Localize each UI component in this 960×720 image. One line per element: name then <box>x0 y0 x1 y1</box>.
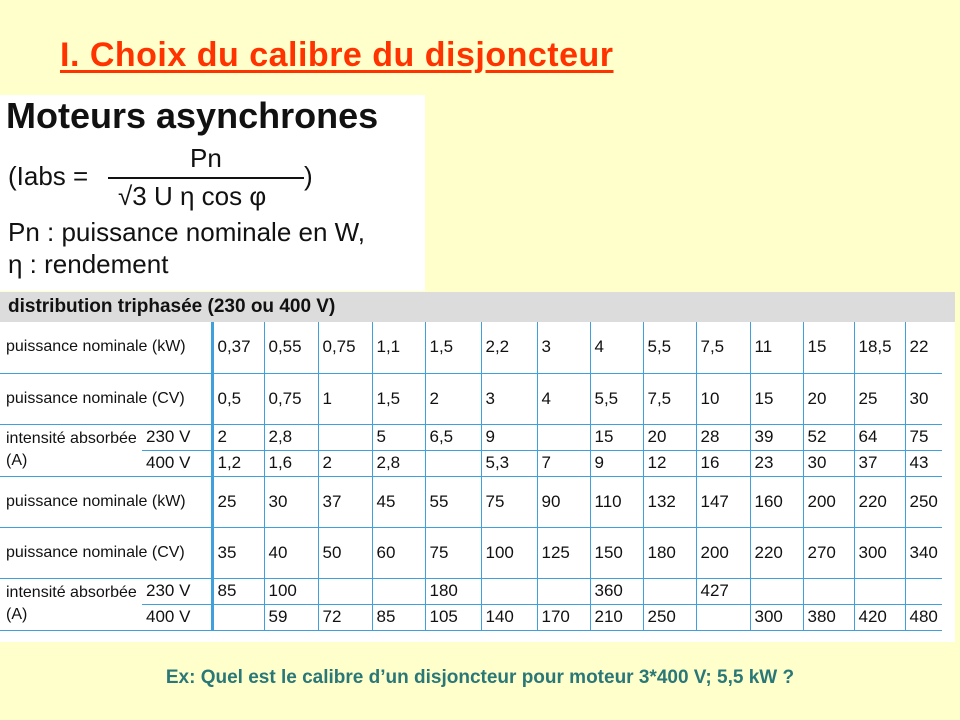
table-cell: 25 <box>854 373 905 424</box>
table-cell: 15 <box>803 322 854 373</box>
table-cell <box>803 578 854 604</box>
table-cell: 7,5 <box>696 322 750 373</box>
row-current-400v <box>0 450 942 476</box>
table-cell: 0,75 <box>264 373 318 424</box>
table-cell: 59 <box>264 604 318 630</box>
table-cell: 1,2 <box>212 450 264 476</box>
table-cell: 0,55 <box>264 322 318 373</box>
row-label-current: intensité absorbée (A) <box>0 424 142 476</box>
fraction-bar <box>108 177 304 179</box>
table-cell <box>643 578 696 604</box>
table-cell: 250 <box>905 476 942 527</box>
table-cell: 132 <box>643 476 696 527</box>
row-current-230v <box>0 424 942 450</box>
voltage-label-230v: 230 V <box>142 424 212 450</box>
table-cell: 39 <box>750 424 803 450</box>
table-cell <box>537 578 590 604</box>
table-cell: 200 <box>696 527 750 578</box>
table-cell: 360 <box>590 578 643 604</box>
table-cell: 55 <box>425 476 481 527</box>
table-cell: 170 <box>537 604 590 630</box>
formula-numerator: Pn <box>190 143 222 173</box>
table-cell: 37 <box>318 476 372 527</box>
table-cell <box>318 424 372 450</box>
table-cell: 15 <box>590 424 643 450</box>
table-cell <box>481 578 537 604</box>
table-cell: 37 <box>854 450 905 476</box>
row-label-power-kw: puissance nominale (kW) <box>0 476 212 527</box>
table-cell: 7,5 <box>643 373 696 424</box>
table-cell: 2,8 <box>372 450 425 476</box>
table-cell: 5,3 <box>481 450 537 476</box>
table-cell: 125 <box>537 527 590 578</box>
table-cell: 45 <box>372 476 425 527</box>
row-current-230v <box>0 578 942 604</box>
table-cell: 60 <box>372 527 425 578</box>
table-header-bar <box>0 292 955 322</box>
table-cell: 1,1 <box>372 322 425 373</box>
table-cell: 5 <box>372 424 425 450</box>
table-cell: 220 <box>854 476 905 527</box>
table-cell: 85 <box>372 604 425 630</box>
table-cell: 100 <box>264 578 318 604</box>
table-cell: 0,37 <box>212 322 264 373</box>
table-cell: 200 <box>803 476 854 527</box>
table-cell <box>212 604 264 630</box>
row-power-cv <box>0 373 942 424</box>
table-cell: 380 <box>803 604 854 630</box>
table-cell: 150 <box>590 527 643 578</box>
table-cell: 50 <box>318 527 372 578</box>
table-cell: 480 <box>905 604 942 630</box>
table-cell: 2 <box>425 373 481 424</box>
table-cell: 210 <box>590 604 643 630</box>
table-cell: 30 <box>905 373 942 424</box>
table-cell: 2 <box>318 450 372 476</box>
table-cell <box>854 578 905 604</box>
table-cell: 0,75 <box>318 322 372 373</box>
table-cell: 147 <box>696 476 750 527</box>
row-current-400v <box>0 604 942 630</box>
table-cell: 1,6 <box>264 450 318 476</box>
table-cell: 75 <box>481 476 537 527</box>
table-cell: 1 <box>318 373 372 424</box>
table-cell: 72 <box>318 604 372 630</box>
table-cell: 105 <box>425 604 481 630</box>
table-cell: 3 <box>537 322 590 373</box>
voltage-label-400v: 400 V <box>142 450 212 476</box>
table-cell: 16 <box>696 450 750 476</box>
slide-title: I. Choix du calibre du disjoncteur <box>60 36 614 74</box>
table-cell <box>318 578 372 604</box>
table-cell: 15 <box>750 373 803 424</box>
table-cell: 11 <box>750 322 803 373</box>
formula-lhs: (Iabs = <box>8 161 89 191</box>
definition-eta: η : rendement <box>8 249 169 279</box>
table-cell: 270 <box>803 527 854 578</box>
table-cell: 9 <box>590 450 643 476</box>
table-cell: 22 <box>905 322 942 373</box>
table-cell: 250 <box>643 604 696 630</box>
table-cell: 20 <box>803 373 854 424</box>
table-cell: 2,2 <box>481 322 537 373</box>
row-power-kw <box>0 322 942 373</box>
table-cell: 30 <box>803 450 854 476</box>
formula-close-paren: ) <box>304 161 313 191</box>
table-cell: 2 <box>212 424 264 450</box>
row-power-cv <box>0 527 942 578</box>
table-cell: 85 <box>212 578 264 604</box>
table-cell: 340 <box>905 527 942 578</box>
power-current-table <box>0 322 942 631</box>
table-cell: 110 <box>590 476 643 527</box>
table-cell: 427 <box>696 578 750 604</box>
table-cell: 300 <box>750 604 803 630</box>
row-label-current: intensité absorbée (A) <box>0 578 142 630</box>
table-cell: 4 <box>537 373 590 424</box>
row-label-power-cv: puissance nominale (CV) <box>0 373 212 424</box>
definition-pn: Pn : puissance nominale en W, <box>8 217 365 247</box>
exercise-question: Ex: Quel est le calibre d’un disjoncteur pour moteur 3*400 V; 5,5 kW ? <box>165 667 795 688</box>
formula-denominator: √3 U η cos φ <box>118 181 267 211</box>
table-cell: 7 <box>537 450 590 476</box>
table-cell: 1,5 <box>372 373 425 424</box>
table-cell: 35 <box>212 527 264 578</box>
table-cell: 0,5 <box>212 373 264 424</box>
table-cell: 5,5 <box>643 322 696 373</box>
table-cell: 180 <box>643 527 696 578</box>
voltage-label-400v: 400 V <box>142 604 212 630</box>
table-cell: 1,5 <box>425 322 481 373</box>
table-cell: 64 <box>854 424 905 450</box>
table-cell: 140 <box>481 604 537 630</box>
table-cell: 25 <box>212 476 264 527</box>
table-cell: 10 <box>696 373 750 424</box>
table-cell: 420 <box>854 604 905 630</box>
motors-heading: Moteurs asynchrones <box>6 95 379 136</box>
formula-panel <box>0 95 425 291</box>
table-cell: 90 <box>537 476 590 527</box>
table-cell: 3 <box>481 373 537 424</box>
table-cell: 20 <box>643 424 696 450</box>
table-cell <box>372 578 425 604</box>
table-cell: 220 <box>750 527 803 578</box>
table-cell <box>750 578 803 604</box>
table-cell: 300 <box>854 527 905 578</box>
table-cell: 52 <box>803 424 854 450</box>
table-cell <box>537 424 590 450</box>
row-label-power-cv: puissance nominale (CV) <box>0 527 212 578</box>
table-title: distribution triphasée (230 ou 400 V) <box>8 296 336 317</box>
table-cell: 4 <box>590 322 643 373</box>
table-cell: 43 <box>905 450 942 476</box>
table-cell: 30 <box>264 476 318 527</box>
table-cell: 12 <box>643 450 696 476</box>
voltage-label-230v: 230 V <box>142 578 212 604</box>
distribution-table-panel <box>0 292 955 642</box>
table-cell: 2,8 <box>264 424 318 450</box>
table-cell <box>905 578 942 604</box>
table-cell: 23 <box>750 450 803 476</box>
table-cell: 18,5 <box>854 322 905 373</box>
table-cell: 180 <box>425 578 481 604</box>
table-cell: 75 <box>425 527 481 578</box>
row-label-power-kw: puissance nominale (kW) <box>0 322 212 373</box>
table-cell: 28 <box>696 424 750 450</box>
row-power-kw <box>0 476 942 527</box>
table-cell: 9 <box>481 424 537 450</box>
table-cell: 75 <box>905 424 942 450</box>
table-cell: 100 <box>481 527 537 578</box>
table-cell <box>425 450 481 476</box>
table-cell: 5,5 <box>590 373 643 424</box>
table-cell <box>696 604 750 630</box>
table-cell: 6,5 <box>425 424 481 450</box>
table-cell: 160 <box>750 476 803 527</box>
table-cell: 40 <box>264 527 318 578</box>
